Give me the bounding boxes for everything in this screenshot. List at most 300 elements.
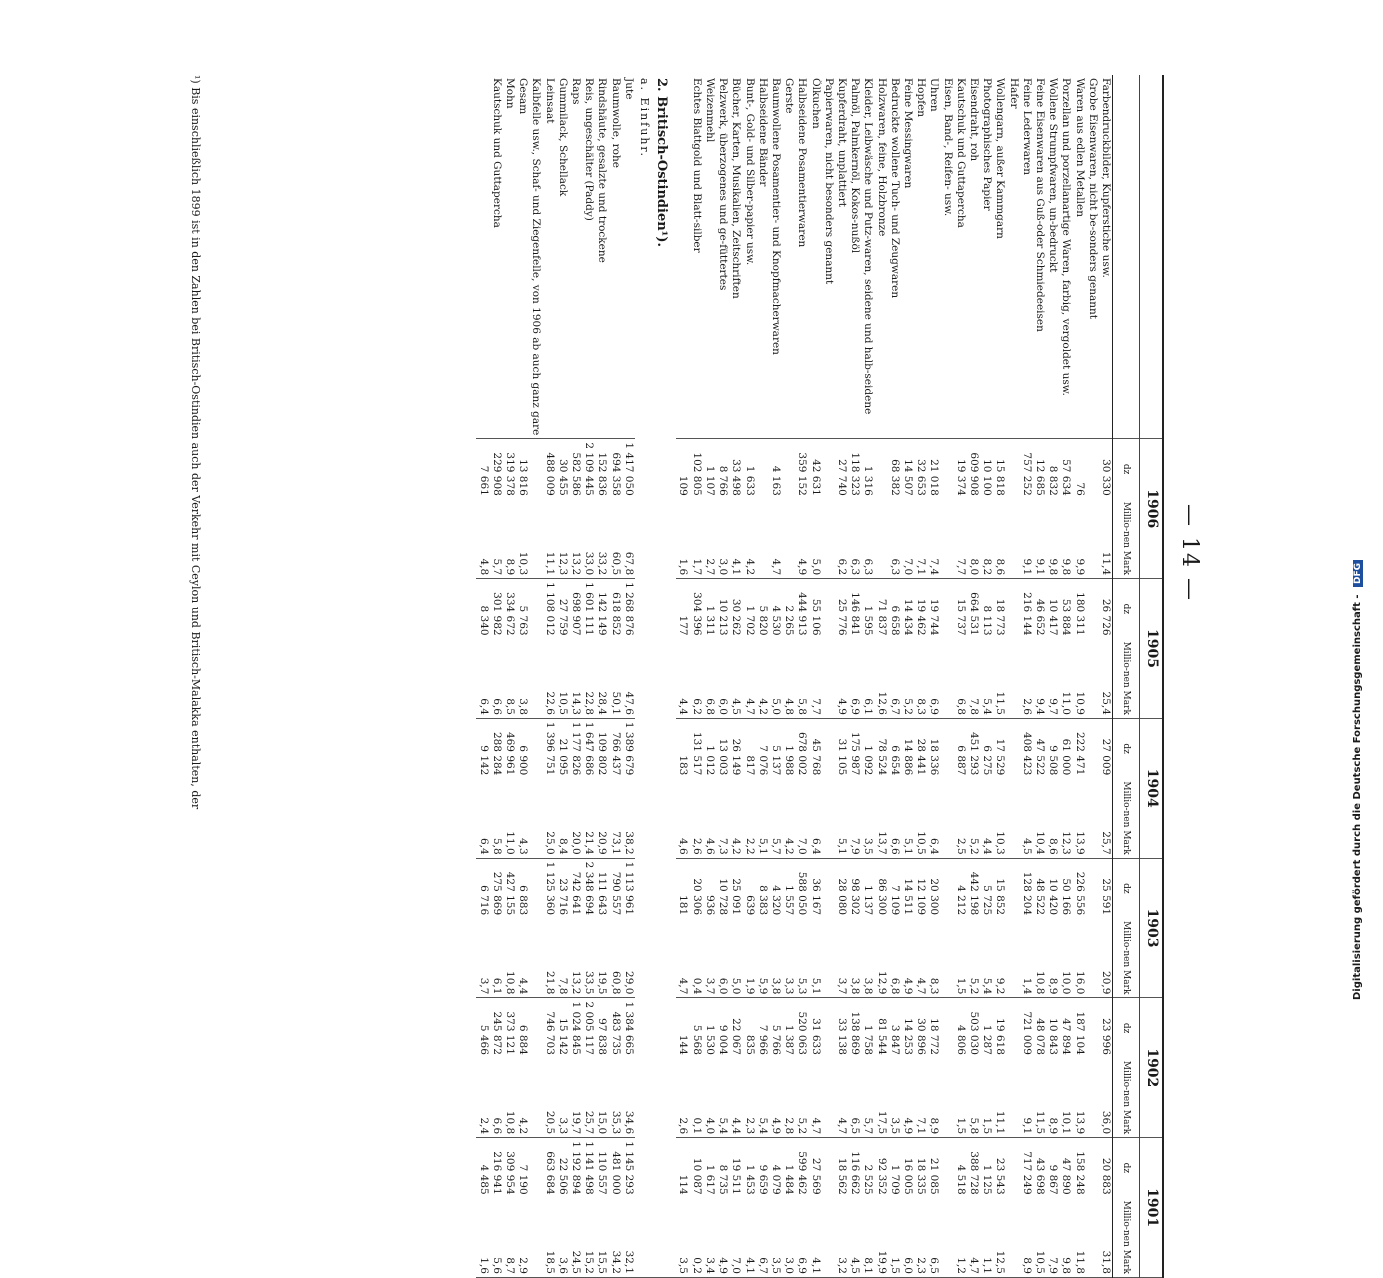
value-cell: 1,1 <box>980 1198 993 1278</box>
row-label: Gesam <box>516 75 529 439</box>
quantity-cell: 111 643 <box>596 871 609 916</box>
value-cell: 19,7 <box>569 1058 582 1138</box>
quantity-cell: 23 716 <box>556 878 569 916</box>
quantity-cell: 1 384 665 <box>622 1001 635 1055</box>
quantity-cell <box>529 1138 542 1198</box>
value-cell: 5,1 <box>901 778 914 858</box>
quantity-cell: 4 485 <box>477 1164 490 1195</box>
value-cell: 7,9 <box>848 778 861 858</box>
value-cell: 11,0 <box>503 778 516 858</box>
value-cell <box>529 1058 542 1138</box>
quantity-cell: 503 030 <box>967 1011 980 1055</box>
value-cell: 3,8 <box>861 918 874 998</box>
rotated-page-content <box>170 53 1210 1274</box>
quantity-cell: 10 843 <box>1047 1018 1060 1055</box>
quantity-cell: 1 484 <box>783 1164 796 1195</box>
quantity-cell: 5 466 <box>477 1024 490 1055</box>
value-cell <box>940 1198 953 1278</box>
value-cell: 7,0 <box>901 499 914 579</box>
value-cell: 10,3 <box>993 778 1006 858</box>
value-cell <box>940 918 953 998</box>
value-cell: 5,3 <box>795 918 808 998</box>
quantity-cell: 12 685 <box>1033 459 1046 496</box>
quantity-cell: 158 248 <box>1073 1151 1086 1195</box>
quantity-cell: 43 698 <box>1033 1157 1046 1195</box>
quantity-cell: 68 382 <box>888 459 901 496</box>
value-cell <box>1006 1198 1019 1278</box>
trade-statistics-table <box>476 75 1164 1278</box>
table-row <box>980 75 993 1277</box>
quantity-cell <box>529 858 542 918</box>
value-cell: 67,8 <box>622 499 635 579</box>
value-cell: 11,0 <box>1059 639 1072 719</box>
value-cell: 5,9 <box>756 918 769 998</box>
table-row <box>808 75 821 1277</box>
value-cell: 3,5 <box>676 1198 689 1278</box>
quantity-cell: 10 100 <box>981 459 994 496</box>
year-header: 1902 <box>1140 998 1164 1138</box>
row-label: Raps <box>569 75 582 439</box>
value-cell: 19,5 <box>595 918 608 998</box>
row-label: Weizenmehl <box>703 75 716 439</box>
value-cell: 8,9 <box>1020 1198 1033 1278</box>
value-cell: 50,1 <box>608 639 621 719</box>
quantity-cell: 5 137 <box>769 745 782 776</box>
quantity-cell: 520 063 <box>796 1011 809 1055</box>
value-cell: 6,1 <box>861 639 874 719</box>
row-label: Feine Eisenwaren aus Guß-oder Schmiedeeisen <box>1033 75 1046 439</box>
quantity-cell: 1 758 <box>862 1024 875 1055</box>
quantity-cell: 408 423 <box>1020 731 1033 776</box>
value-cell: 3,8 <box>516 639 529 719</box>
value-cell: 5,2 <box>795 1058 808 1138</box>
quantity-cell: 3 847 <box>888 1024 901 1055</box>
quantity-cell: 180 311 <box>1073 592 1086 636</box>
quantity-cell: 275 869 <box>490 871 503 916</box>
value-cell <box>822 1198 835 1278</box>
value-cell: 6,6 <box>490 639 503 719</box>
row-label: Eisen, Band-, Reifen- usw. <box>940 75 953 439</box>
value-cell: 6,3 <box>861 499 874 579</box>
value-cell: 6,8 <box>703 639 716 719</box>
quantity-cell: 30 455 <box>556 459 569 496</box>
quantity-cell: 373 121 <box>504 1011 517 1055</box>
value-cell: 8,7 <box>503 1198 516 1278</box>
table-row <box>582 75 595 1277</box>
table-row <box>769 75 782 1277</box>
value-cell: 4,4 <box>516 918 529 998</box>
quantity-cell: 469 961 <box>504 731 517 776</box>
value-cell: 4,7 <box>967 1198 980 1278</box>
value-cell: 4,0 <box>703 1058 716 1138</box>
quantity-cell <box>529 998 542 1058</box>
label-unit-header <box>1113 75 1140 439</box>
row-label: Bedruckte wollene Tuch- und Zeugwaren <box>888 75 901 439</box>
value-cell: 4,2 <box>782 778 795 858</box>
quantity-cell <box>822 579 835 639</box>
quantity-cell: 10 087 <box>690 1157 703 1195</box>
unit-qty-header: dz <box>1113 439 1140 499</box>
value-cell: 5,1 <box>756 778 769 858</box>
quantity-cell: 110 557 <box>596 1151 609 1195</box>
row-label: Hopfen <box>914 75 927 439</box>
value-cell: 47,6 <box>622 639 635 719</box>
value-cell <box>529 499 542 579</box>
value-cell: 4,9 <box>716 1198 729 1278</box>
value-cell: 73,1 <box>608 778 621 858</box>
quantity-cell: 8 735 <box>717 1164 730 1195</box>
quantity-cell: 4 212 <box>954 885 967 916</box>
quantity-cell: 1 192 894 <box>570 1141 583 1195</box>
value-cell: 6,3 <box>888 499 901 579</box>
row-label: Echtes Blattgold und Blatt-silber <box>690 75 703 439</box>
unit-qty-header: dz <box>1113 1138 1140 1198</box>
value-cell: 6,9 <box>795 1198 808 1278</box>
value-cell: 6,2 <box>835 499 848 579</box>
value-cell: 6,8 <box>888 918 901 998</box>
table-row <box>595 75 608 1277</box>
value-cell: 5,6 <box>490 1198 503 1278</box>
quantity-cell: 2 348 694 <box>583 861 596 916</box>
quantity-cell: 488 009 <box>543 452 556 496</box>
value-cell: 2,7 <box>703 499 716 579</box>
value-cell <box>1006 639 1019 719</box>
quantity-cell: 32 653 <box>915 459 928 496</box>
value-cell: 4,7 <box>742 639 755 719</box>
value-cell <box>1086 778 1099 858</box>
row-label <box>476 75 489 439</box>
value-cell: 5,0 <box>729 918 742 998</box>
quantity-cell: 444 913 <box>796 592 809 636</box>
value-cell: 1,5 <box>954 918 967 998</box>
footnote: ¹) Bis einschließlich 1899 ist in den Zahlen bei Britisch-Ostindien auch der Verkehr mit Ceylon und Britisch-Malakka enthalten, der <box>189 75 202 810</box>
unit-value-header: Millio-nen Mark <box>1113 499 1140 579</box>
quantity-cell: 23 543 <box>994 1157 1007 1195</box>
quantity-cell: 6 716 <box>477 885 490 916</box>
quantity-cell <box>1086 1138 1099 1198</box>
quantity-cell: 18 773 <box>994 598 1007 636</box>
quantity-cell: 97 838 <box>596 1018 609 1055</box>
value-cell: 10,1 <box>1059 1058 1072 1138</box>
quantity-cell: 17 529 <box>994 738 1007 776</box>
quantity-cell <box>529 718 542 778</box>
quantity-cell <box>529 439 542 499</box>
value-cell: 6,2 <box>690 639 703 719</box>
quantity-cell: 742 641 <box>570 871 583 916</box>
value-cell: 33,2 <box>595 499 608 579</box>
quantity-cell <box>1006 579 1019 639</box>
quantity-cell: 14 434 <box>901 598 914 636</box>
value-cell: 2,9 <box>516 1198 529 1278</box>
value-cell: 13,7 <box>874 778 887 858</box>
table-row <box>1059 75 1072 1277</box>
value-cell: 4,8 <box>476 499 489 579</box>
value-cell: 4,6 <box>703 778 716 858</box>
quantity-cell: 13 003 <box>717 738 730 776</box>
quantity-cell: 22 506 <box>556 1157 569 1195</box>
value-cell: 5,0 <box>769 639 782 719</box>
value-cell: 10,5 <box>1033 1198 1046 1278</box>
value-cell: 9,8 <box>1059 1198 1072 1278</box>
row-label: Kautschuk und Guttapercha <box>490 75 503 439</box>
value-cell: 5,1 <box>835 778 848 858</box>
quantity-cell: 1 012 <box>703 745 716 776</box>
table-row <box>1086 75 1099 1277</box>
quantity-cell: 2 109 445 <box>583 442 596 496</box>
quantity-cell <box>756 439 769 499</box>
quantity-cell: 817 <box>743 755 756 776</box>
quantity-cell: 4 530 <box>769 605 782 636</box>
quantity-cell: 319 378 <box>504 452 517 496</box>
value-cell: 6,9 <box>848 639 861 719</box>
year-header-row <box>1140 75 1164 1277</box>
value-cell: 11,8 <box>1072 1198 1085 1278</box>
value-cell: 4,4 <box>676 639 689 719</box>
value-cell: 2,4 <box>476 1058 489 1138</box>
quantity-cell <box>1006 439 1019 499</box>
value-cell: 7,0 <box>729 1198 742 1278</box>
value-cell: 19,9 <box>874 1198 887 1278</box>
year-header: 1904 <box>1140 718 1164 858</box>
quantity-cell: 4 320 <box>769 885 782 916</box>
value-cell: 36,0 <box>1099 1058 1113 1138</box>
row-label: Papierwaren, nicht besonders genannt <box>822 75 835 439</box>
quantity-cell: 22 067 <box>730 1018 743 1055</box>
quantity-cell: 18 562 <box>835 1157 848 1195</box>
table-row <box>756 75 769 1277</box>
value-cell: 8,4 <box>556 778 569 858</box>
value-cell: 4,6 <box>676 778 689 858</box>
value-cell: 8,6 <box>993 499 1006 579</box>
quantity-cell: 1 396 751 <box>543 721 556 776</box>
quantity-cell: 25 591 <box>1100 878 1112 916</box>
value-cell: 6,0 <box>901 1198 914 1278</box>
quantity-cell: 181 <box>677 895 690 916</box>
quantity-cell: 1 702 <box>743 605 756 636</box>
quantity-cell: 138 869 <box>849 1011 862 1055</box>
value-cell: 1,2 <box>954 1198 967 1278</box>
value-cell: 9,1 <box>1033 499 1046 579</box>
value-cell: 4,7 <box>769 499 782 579</box>
quantity-cell: 1 141 498 <box>583 1141 596 1195</box>
value-cell: 1,5 <box>980 1058 993 1138</box>
quantity-cell: 698 907 <box>570 592 583 636</box>
quantity-cell: 5 568 <box>690 1024 703 1055</box>
row-label: Jute <box>622 75 635 439</box>
quantity-cell: 1 092 <box>862 745 875 776</box>
quantity-cell: 245 872 <box>490 1011 503 1055</box>
value-cell: 2,6 <box>676 1058 689 1138</box>
year-header: 1901 <box>1140 1138 1164 1278</box>
quantity-cell: 588 050 <box>796 871 809 916</box>
table-row <box>676 75 689 1277</box>
quantity-cell <box>940 579 953 639</box>
value-cell <box>940 499 953 579</box>
value-cell: 10,4 <box>1033 778 1046 858</box>
value-cell: 6,6 <box>888 778 901 858</box>
unit-qty-header: dz <box>1113 858 1140 918</box>
quantity-cell: 27 569 <box>809 1157 822 1195</box>
quantity-cell: 1 137 <box>862 885 875 916</box>
table-row <box>822 75 835 1277</box>
row-label: Kleider, Leibwäsche und Putz-waren, seidene und halb-seidene <box>861 75 874 439</box>
value-cell: 9,9 <box>1072 499 1085 579</box>
quantity-cell: 1 316 <box>862 465 875 496</box>
quantity-cell: 216 144 <box>1020 592 1033 636</box>
quantity-cell: 53 884 <box>1060 598 1073 636</box>
value-cell: 6,8 <box>954 639 967 719</box>
row-label: Kautschuk und Guttapercha <box>954 75 967 439</box>
table-row <box>542 75 555 1277</box>
quantity-cell: 427 155 <box>504 871 517 916</box>
quantity-cell: 483 735 <box>609 1011 622 1055</box>
table-row <box>1072 75 1085 1277</box>
credit-text: Digitalisierung gefördert durch die Deutsche Forschungsgemeinschaft - <box>1352 594 1363 1000</box>
quantity-cell: 20 883 <box>1100 1157 1112 1195</box>
value-cell: 8,0 <box>967 499 980 579</box>
dfg-logo: DFG <box>1353 560 1363 587</box>
value-cell: 4,1 <box>808 1198 821 1278</box>
row-label: Pelzwerk, überzogenes und ge-füttertes <box>716 75 729 439</box>
value-cell: 4,3 <box>516 778 529 858</box>
row-label: Bunt-, Gold- und Silber-papier usw. <box>742 75 755 439</box>
digitization-credit <box>1352 560 1363 1000</box>
value-cell: 20,9 <box>1099 918 1113 998</box>
quantity-cell: 9 867 <box>1047 1164 1060 1195</box>
value-cell: 2,8 <box>782 1058 795 1138</box>
quantity-cell: 30 330 <box>1100 459 1112 496</box>
quantity-cell: 9 142 <box>477 745 490 776</box>
table-row <box>940 75 953 1277</box>
value-cell: 13,2 <box>569 918 582 998</box>
row-label: Hafer <box>1006 75 1019 439</box>
quantity-cell: 15 818 <box>994 459 1007 496</box>
quantity-cell: 57 634 <box>1060 459 1073 496</box>
quantity-cell: 19 374 <box>954 459 967 496</box>
value-cell: 10,0 <box>1059 918 1072 998</box>
quantity-cell: 55 106 <box>809 598 822 636</box>
value-cell: 9,1 <box>1020 1058 1033 1138</box>
value-cell <box>940 1058 953 1138</box>
quantity-cell: 28 080 <box>835 878 848 916</box>
quantity-cell: 1 595 <box>862 605 875 636</box>
value-cell: 29,0 <box>622 918 635 998</box>
section-subheading-row <box>635 75 653 1277</box>
quantity-cell: 19 511 <box>730 1157 743 1195</box>
unit-header-row <box>1113 75 1140 1277</box>
value-cell: 9,8 <box>1059 499 1072 579</box>
value-cell: 4,1 <box>729 499 742 579</box>
value-cell: 5,4 <box>980 918 993 998</box>
quantity-cell: 1 453 <box>743 1164 756 1195</box>
value-cell: 12,3 <box>1059 778 1072 858</box>
row-label: Bücher, Karten, Musikalien, Zeitschriften <box>729 75 742 439</box>
value-cell: 0,2 <box>690 1198 703 1278</box>
value-cell <box>822 499 835 579</box>
quantity-cell <box>940 858 953 918</box>
quantity-cell: 27 009 <box>1100 738 1112 776</box>
quantity-cell: 746 703 <box>543 1011 556 1055</box>
table-row <box>703 75 716 1277</box>
value-cell: 5,2 <box>967 918 980 998</box>
table-row <box>861 75 874 1277</box>
value-cell: 4,2 <box>729 778 742 858</box>
value-cell: 9,2 <box>993 918 1006 998</box>
quantity-cell: 19 744 <box>928 598 941 636</box>
unit-qty-header: dz <box>1113 718 1140 778</box>
value-cell: 4,2 <box>516 1058 529 1138</box>
value-cell: 10,5 <box>914 778 927 858</box>
value-cell: 2,6 <box>690 778 703 858</box>
value-cell: 8,9 <box>1046 918 1059 998</box>
quantity-cell: 694 358 <box>609 452 622 496</box>
quantity-cell: 20 306 <box>690 878 703 916</box>
quantity-cell <box>1086 718 1099 778</box>
quantity-cell: 76 <box>1073 482 1086 496</box>
quantity-cell: 451 293 <box>967 731 980 776</box>
value-cell: 11,1 <box>993 1058 1006 1138</box>
value-cell: 6,5 <box>848 1058 861 1138</box>
quantity-cell: 47 894 <box>1060 1018 1073 1055</box>
value-cell: 38,2 <box>622 778 635 858</box>
quantity-cell: 639 <box>743 895 756 916</box>
value-cell: 31,8 <box>1099 1198 1113 1278</box>
value-cell: 60,8 <box>608 918 621 998</box>
value-cell <box>1086 1058 1099 1138</box>
quantity-cell: 109 <box>677 475 690 496</box>
quantity-cell: 10 728 <box>717 878 730 916</box>
value-cell: 1,4 <box>1020 918 1033 998</box>
table-body <box>476 75 1112 1277</box>
quantity-cell: 8 766 <box>717 465 730 496</box>
quantity-cell: 21 018 <box>928 459 941 496</box>
row-label: Leinsaat <box>542 75 555 439</box>
value-cell <box>940 778 953 858</box>
row-label: Photographisches Papier <box>980 75 993 439</box>
value-cell: 8,2 <box>980 499 993 579</box>
value-cell: 25,7 <box>582 1058 595 1138</box>
section-heading-row <box>653 75 676 1277</box>
quantity-cell: 10 417 <box>1047 598 1060 636</box>
quantity-cell: 582 586 <box>570 452 583 496</box>
value-cell: 12,9 <box>874 918 887 998</box>
value-cell: 2,2 <box>742 778 755 858</box>
quantity-cell: 599 462 <box>796 1151 809 1195</box>
quantity-cell: 102 805 <box>690 452 703 496</box>
value-cell <box>529 918 542 998</box>
table-row <box>716 75 729 1277</box>
value-cell: 8,9 <box>1046 1058 1059 1138</box>
quantity-cell: 4 079 <box>769 1164 782 1195</box>
quantity-cell: 144 <box>677 1034 690 1055</box>
table-row <box>556 75 569 1277</box>
quantity-cell: 6 883 <box>517 885 530 916</box>
quantity-cell: 109 802 <box>596 731 609 776</box>
quantity-cell: 2 265 <box>783 605 796 636</box>
value-cell: 25,7 <box>1099 778 1113 858</box>
quantity-cell: 8 832 <box>1047 465 1060 496</box>
quantity-cell: 33 498 <box>730 459 743 496</box>
quantity-cell: 6 884 <box>517 1024 530 1055</box>
quantity-cell: 36 167 <box>809 878 822 916</box>
value-cell: 15,2 <box>582 1198 595 1278</box>
quantity-cell: 19 462 <box>915 598 928 636</box>
quantity-cell <box>874 439 887 499</box>
value-cell: 2,5 <box>954 778 967 858</box>
quantity-cell: 14 886 <box>901 738 914 776</box>
value-cell <box>1006 1058 1019 1138</box>
row-label: Feine Lederwaren <box>1020 75 1033 439</box>
